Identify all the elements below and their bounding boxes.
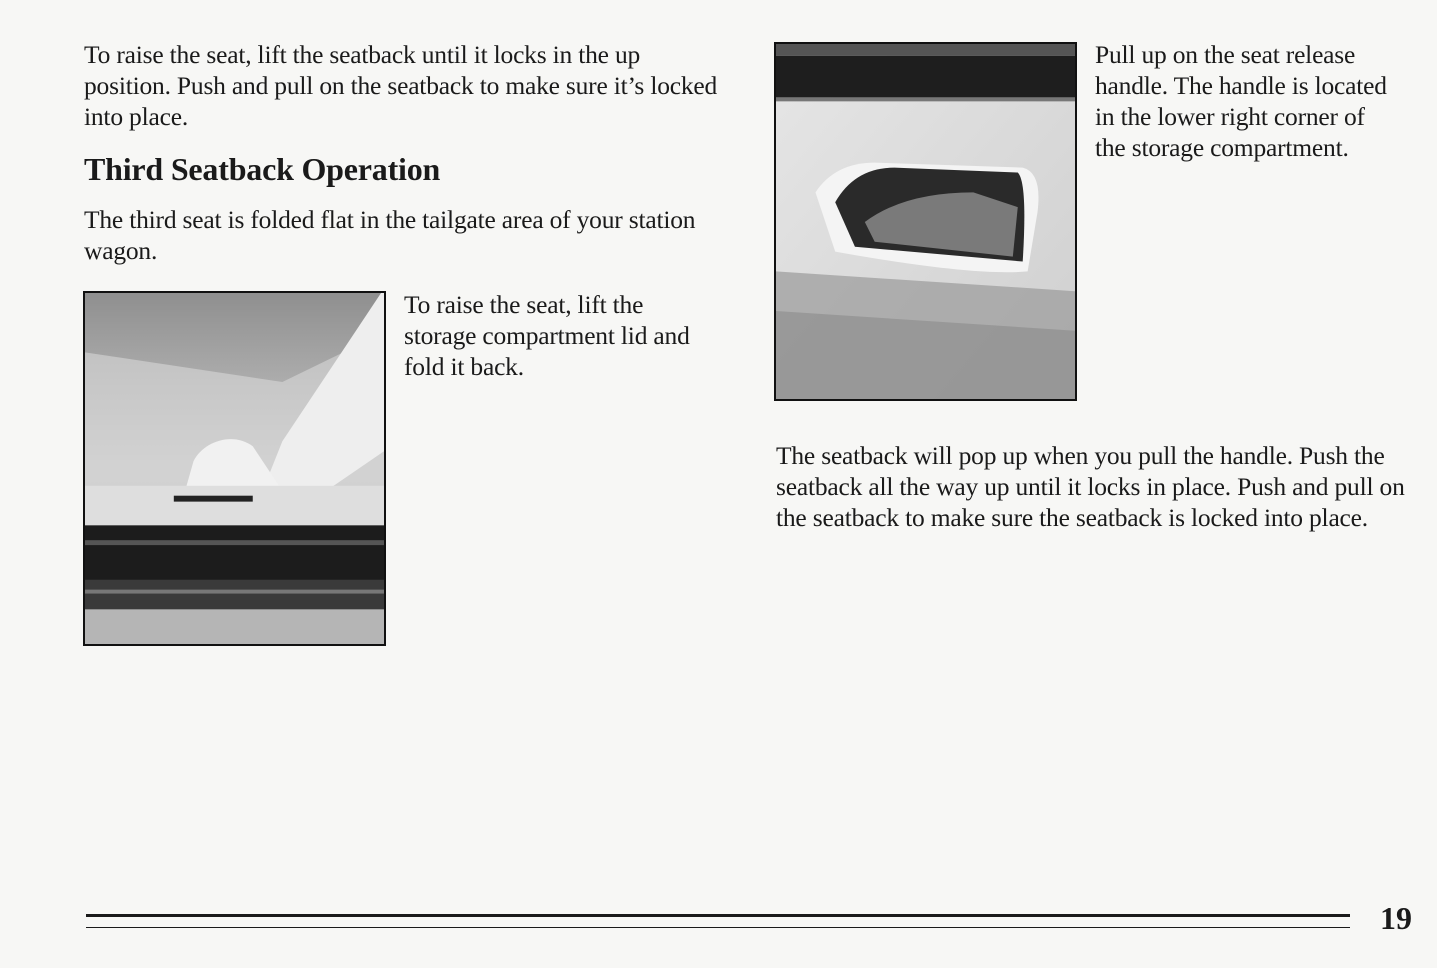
right-photo-caption: Pull up on the seat release handle. The handle is located in the lower right corner of the storage compartment. [1095, 40, 1387, 162]
storage-lid-photo [83, 291, 386, 646]
section-heading: Third Seatback Operation [84, 151, 441, 187]
section-intro-paragraph: The third seat is folded flat in the tailgate area of your station wagon. [84, 205, 696, 265]
page-number: 19 [1380, 900, 1412, 936]
footer-rule-thick [86, 914, 1350, 917]
footer-rule-thin [86, 927, 1350, 928]
left-photo-caption: To raise the seat, lift the storage compartment lid and fold it back. [404, 290, 690, 381]
seat-release-handle-photo [774, 42, 1077, 401]
intro-paragraph: To raise the seat, lift the seatback until it locks in the up position. Push and pull on the seatback to make sure it’s locked into place. [84, 40, 718, 131]
footer-rule [86, 912, 1350, 934]
closing-paragraph: The seatback will pop up when you pull the handle. Push the seatback all the way up until it locks in place. Push and pull on the seatback to make sure the seatback is locked into place. [776, 441, 1405, 532]
